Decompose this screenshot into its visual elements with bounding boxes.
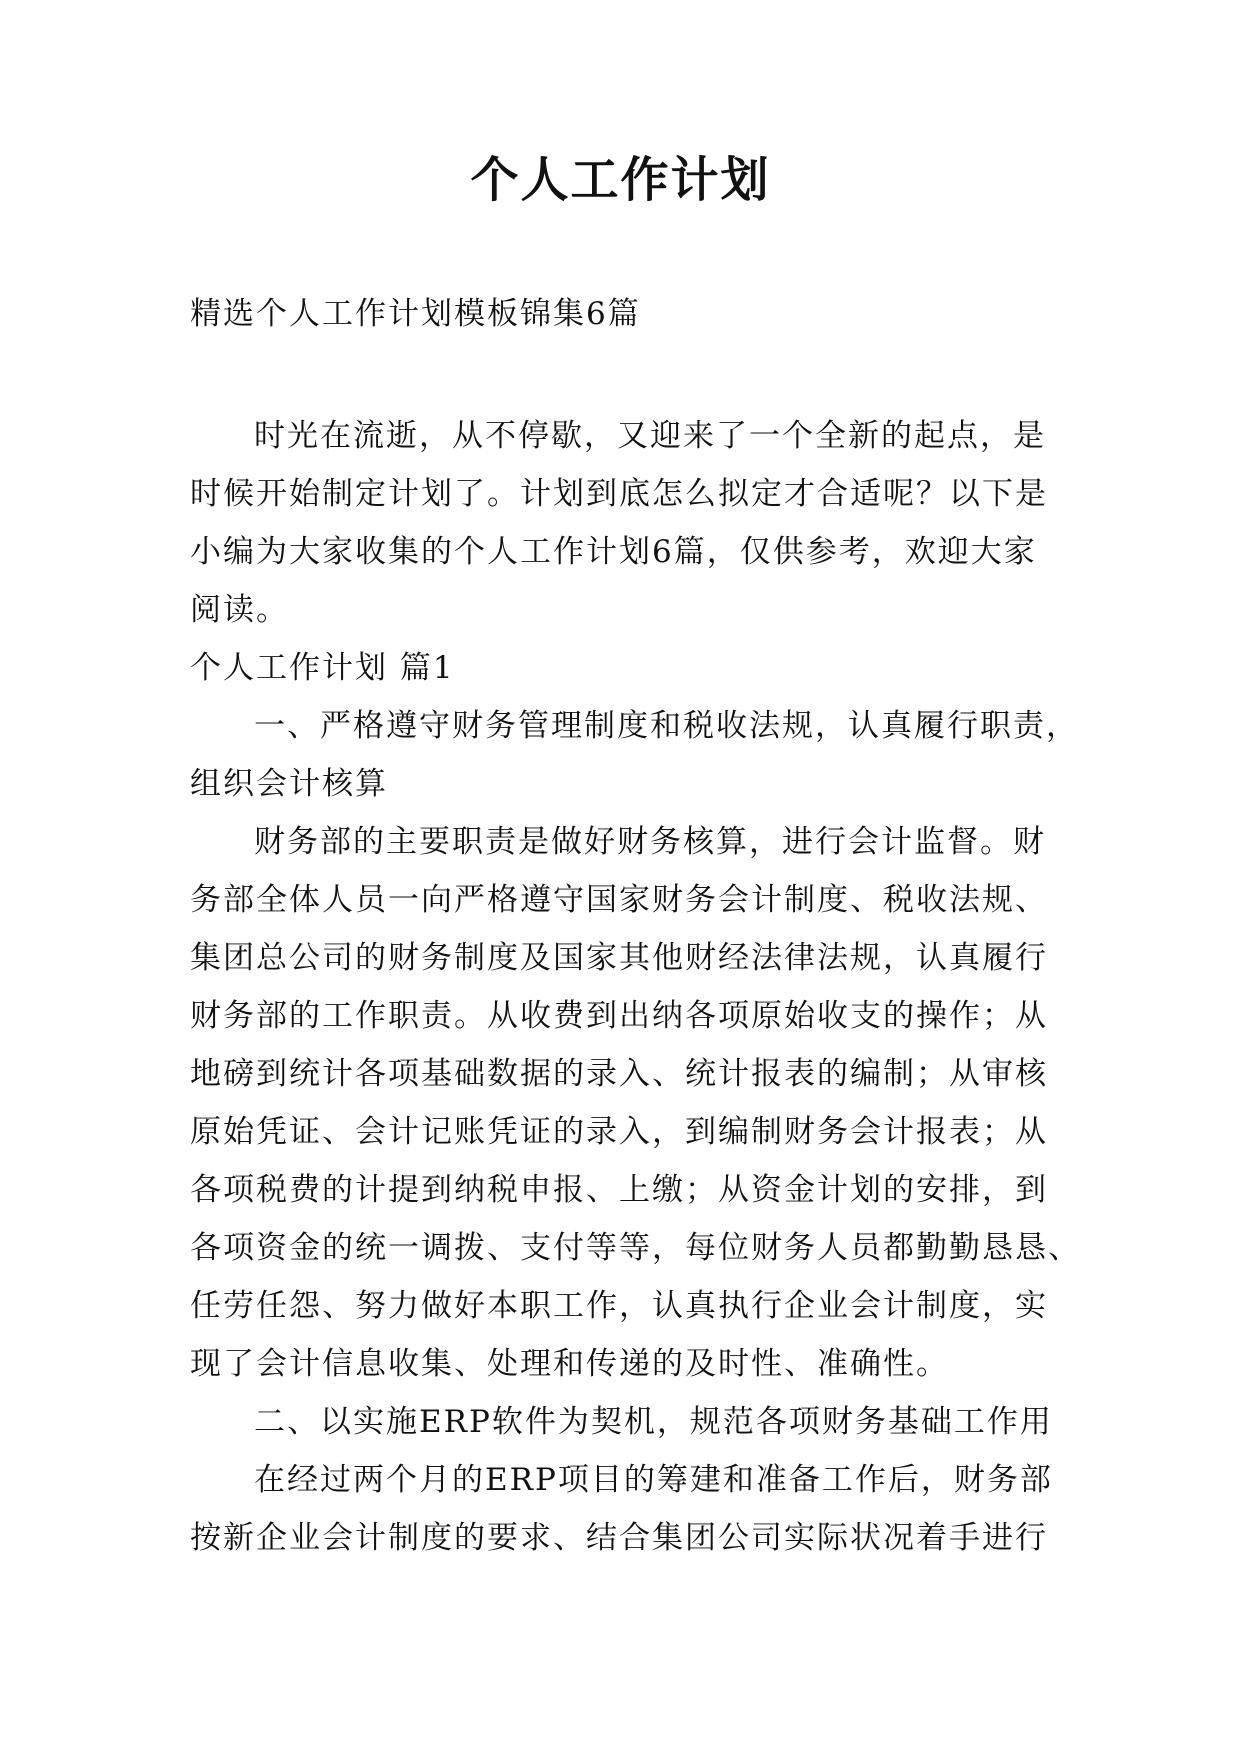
document-subtitle: 精选个人工作计划模板锦集6篇 (190, 296, 641, 332)
paragraph-line: 阅读。 (190, 592, 289, 628)
paragraph-line: 二、以实施ERP软件为契机，规范各项财务基础工作用 (254, 1404, 1053, 1440)
paragraph-line: 组织会计核算 (190, 766, 388, 802)
paragraph-line: 时光在流逝，从不停歇，又迎来了一个全新的起点，是 (254, 418, 1046, 454)
paragraph-line: 财务部的主要职责是做好财务核算，进行会计监督。财 (254, 824, 1046, 860)
paragraph-line: 小编为大家收集的个人工作计划6篇，仅供参考，欢迎大家 (190, 534, 1037, 570)
document-title: 个人工作计划 (470, 152, 771, 208)
paragraph-line: 集团总公司的财务制度及国家其他财经法律法规，认真履行 (190, 940, 1048, 976)
section-heading: 个人工作计划 篇1 (190, 650, 455, 686)
paragraph-line: 财务部的工作职责。从收费到出纳各项原始收支的操作；从 (190, 998, 1048, 1034)
paragraph-line: 地磅到统计各项基础数据的录入、统计报表的编制；从审核 (190, 1056, 1048, 1092)
paragraph-line: 务部全体人员一向严格遵守国家财务会计制度、税收法规、 (190, 882, 1048, 918)
paragraph-line: 任劳任怨、努力做好本职工作，认真执行企业会计制度，实 (190, 1288, 1048, 1324)
paragraph-line: 按新企业会计制度的要求、结合集团公司实际状况着手进行 (190, 1520, 1048, 1556)
paragraph-line: 原始凭证、会计记账凭证的录入，到编制财务会计报表；从 (190, 1114, 1048, 1150)
paragraph-line: 现了会计信息收集、处理和传递的及时性、准确性。 (190, 1346, 949, 1382)
paragraph-line: 各项资金的统一调拨、支付等等，每位财务人员都勤勤恳恳、 (190, 1230, 1081, 1266)
paragraph-line: 各项税费的计提到纳税申报、上缴；从资金计划的安排，到 (190, 1172, 1048, 1208)
paragraph-line: 在经过两个月的ERP项目的筹建和准备工作后，财务部 (254, 1462, 1053, 1498)
paragraph-line: 一、严格遵守财务管理制度和税收法规，认真履行职责， (254, 708, 1079, 744)
paragraph-line: 时候开始制定计划了。计划到底怎么拟定才合适呢？以下是 (190, 476, 1048, 512)
